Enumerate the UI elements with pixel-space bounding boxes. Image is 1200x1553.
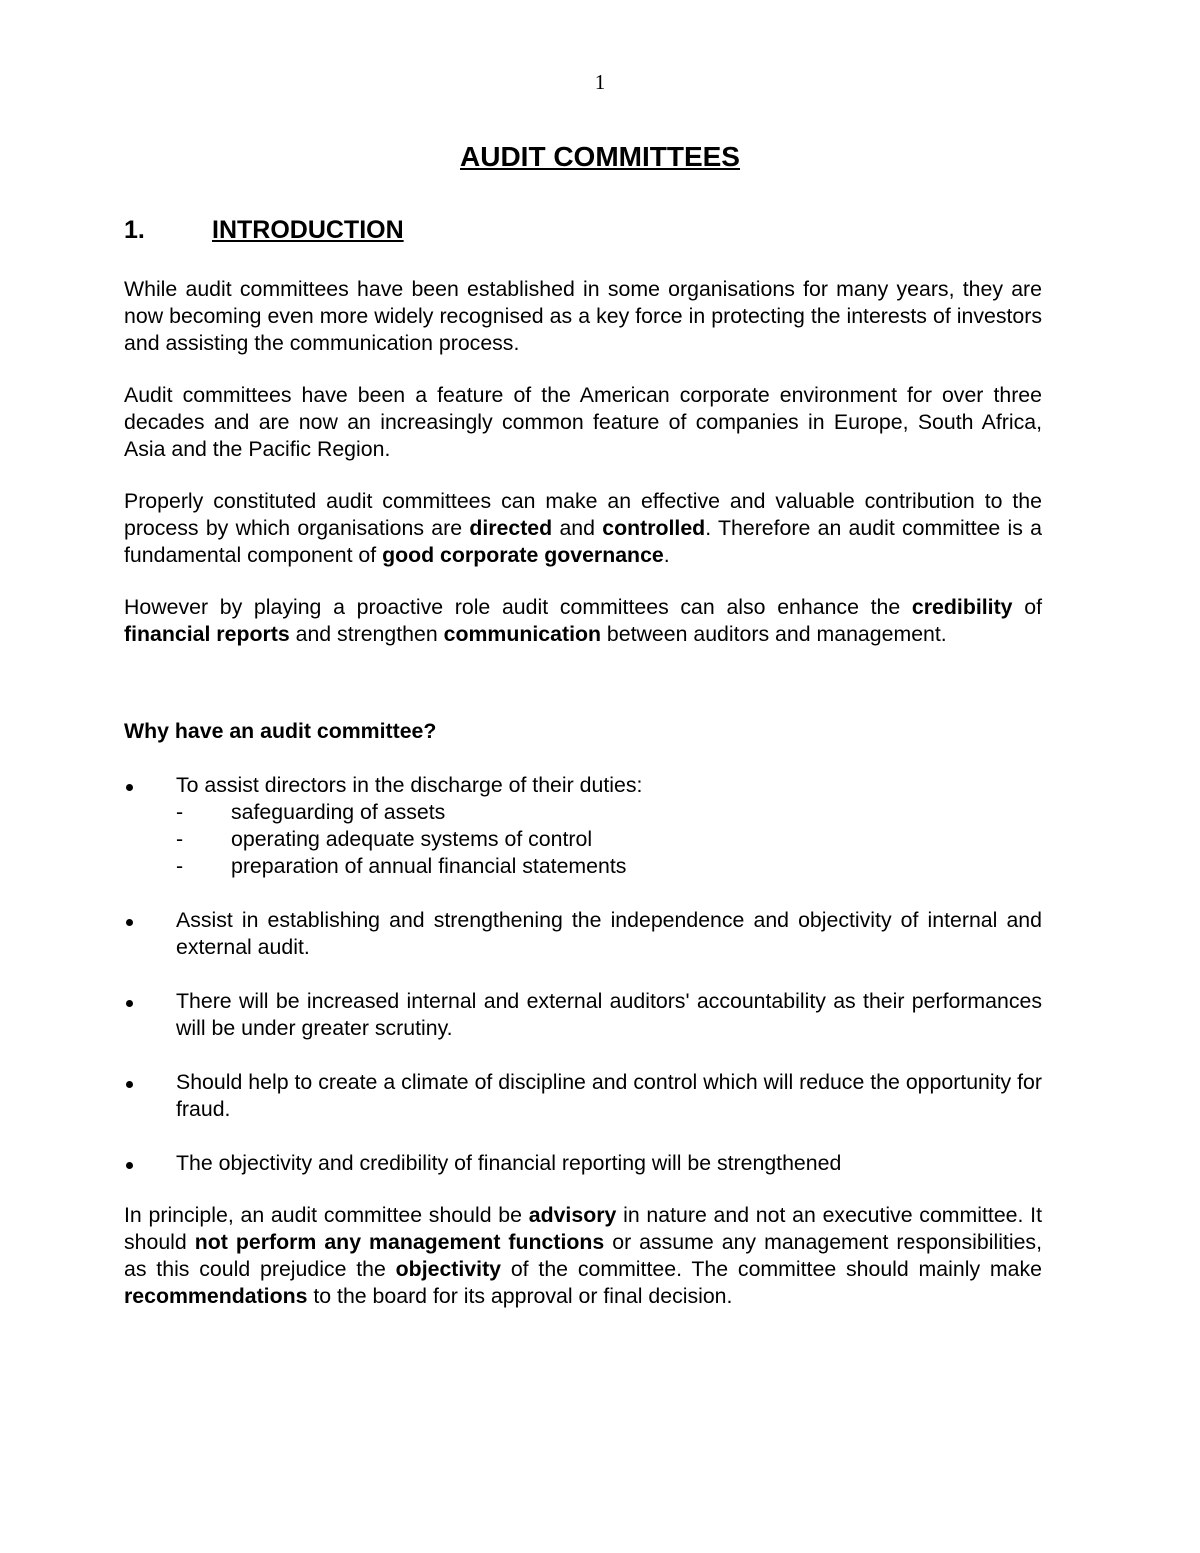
bold-run: good corporate governance [382,543,664,567]
dash-marker: - [176,854,184,878]
bold-run: financial reports [124,622,290,646]
bullet-item [124,907,1042,961]
text-run: . [663,543,670,567]
text-run: between auditors and management. [601,622,947,646]
bold-run: credibility [911,595,1013,619]
sub-item [176,799,1042,826]
document-body [124,276,1042,1310]
bullet-item [124,988,1042,1042]
sub-item [176,826,1042,853]
text-run: . Therefore an audit committee is a fundamental component of [124,516,1042,567]
page-number: 1 [594,70,606,94]
sub-item [176,853,1042,880]
bullet-item [124,1150,1042,1177]
bullet-text: The objectivity and credibility of financial reporting will be strengthened [176,1151,842,1175]
bullet-icon [126,1081,133,1088]
closing-paragraph [124,1202,1042,1310]
bullet-icon [126,919,133,926]
bullet-icon [126,1162,133,1169]
sub-item-text: safeguarding of assets [231,800,446,824]
bullet-text: To assist directors in the discharge of their duties: [176,773,643,797]
text-run: or assume any management responsibilities, as this could prejudice the [124,1230,1042,1281]
bullet-item [124,772,1042,880]
sub-item-text: operating adequate systems of control [231,827,593,851]
text-run: of the committee. The committee should mainly make [501,1257,1042,1281]
text-run: to the board for its approval or final decision. [307,1284,733,1308]
text-run: However by playing a proactive role audit committees can also enhance the [124,595,912,619]
text-run: in nature and not an executive committee. It should [124,1203,1043,1254]
bullet-list [124,772,1042,1177]
bold-run: not perform any management functions [194,1230,605,1254]
paragraph-2: Audit committees have been a feature of the American corporate environment for over three decades and are now an increasingly common feature of companies in Europe, South Africa, Asia and the Pacific Region. [124,383,1042,461]
text-run: Properly constituted audit committees can make an effective and valuable contribution to the process by which organisations are [124,489,1042,540]
text-run: In principle, an audit committee should be [124,1203,529,1227]
bold-run: directed [469,516,553,540]
dash-marker: - [176,827,184,851]
bullet-icon [126,784,133,791]
paragraph-4 [124,594,1042,648]
why-heading: Why have an audit committee? [124,719,437,743]
section-heading [124,216,404,245]
bullet-text: Should help to create a climate of discipline and control which will reduce the opportunity for fraud. [176,1070,1042,1121]
bold-run: objectivity [395,1257,502,1281]
text-run: and [552,516,603,540]
paragraph-1: While audit committees have been established in some organisations for many years, they are now becoming even more widely recognised as a key force in protecting the interests of investors and assisting the communication process. [124,277,1042,355]
dash-marker: - [176,800,184,824]
bullet-text: There will be increased internal and external auditors' accountability as their performances will be under greater scrutiny. [176,989,1042,1040]
section-number: 1. [124,216,145,244]
bold-run: controlled [602,516,706,540]
bold-run: communication [443,622,602,646]
bullet-text: Assist in establishing and strengthening the independence and objectivity of internal and external audit. [176,908,1042,959]
document-title: AUDIT COMMITTEES [460,141,740,172]
bullet-item [124,1069,1042,1123]
sub-item-text: preparation of annual financial statements [231,854,627,878]
bold-run: advisory [528,1203,617,1227]
sub-list [176,799,1042,880]
bold-run: recommendations [124,1284,308,1308]
section-label: INTRODUCTION [212,216,404,244]
bullet-icon [126,1000,133,1007]
paragraph-3 [124,488,1042,569]
text-run: of [1012,595,1042,619]
text-run: and strengthen [289,622,444,646]
